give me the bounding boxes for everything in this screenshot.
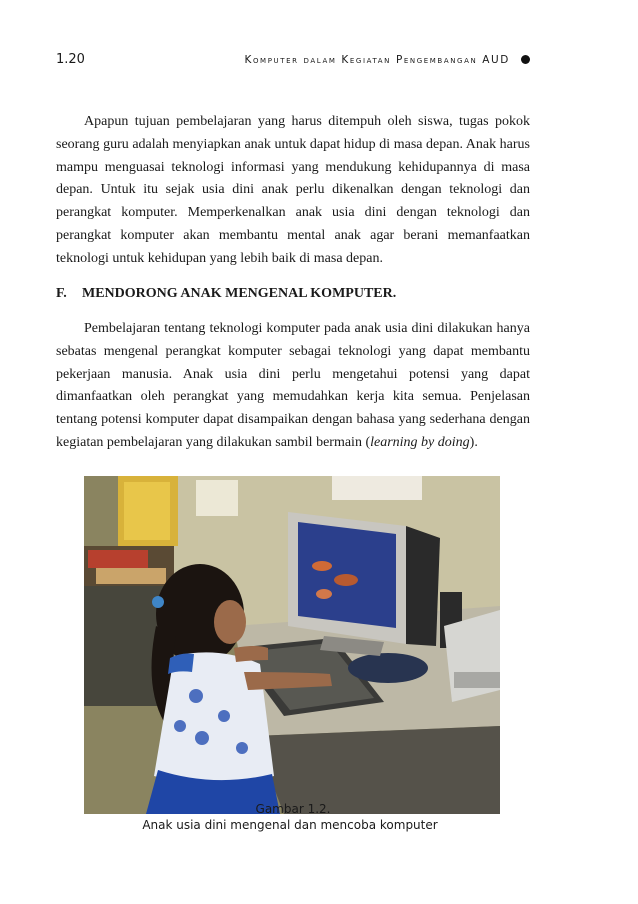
body-paragraph-1: Apapun tujuan pembelajaran yang harus ditempuh oleh siswa, tugas pokok seorang guru adalah menyiapkan anak untuk dapat hidup di masa depan. Anak harus mampu menguasai teknologi informasi yang mendukung kehidupannya di masa depan. Untuk itu sejak usia dini anak perlu dikenalkan dengan teknologi dan perangkat komputer. Memperkenalkan anak usia dini dengan teknologi dan perangkat komputer akan membantu mental anak agar berani memanfaatkan teknologi untuk kehidupan yang lebih baik di masa depan.	[56, 114, 530, 266]
figure-label: Gambar 1.2.	[255, 802, 331, 816]
figure-photo	[84, 476, 500, 814]
body-paragraph-2	[56, 318, 530, 455]
section-letter: F.	[56, 286, 67, 301]
section-title: MENDORONG ANAK MENGENAL KOMPUTER.	[82, 286, 397, 301]
paragraph-2-text: Pembelajaran tentang teknologi komputer pada anak usia dini dilakukan hanya sebatas mengenal perangkat komputer sebagai teknologi yang dapat membantu pekerjaan manusia. Anak usia dini perlu mengetahui potensi yang dapat dimanfaatkan oleh perangkat yang memudahkan kerja kita semua. Penjelasan tentang potensi komputer dapat disampaikan dengan bahasa yang sederhana dengan kegiatan pembelajaran yang dilakukan sambil bermain (	[56, 321, 530, 450]
running-title: Komputer dalam Kegiatan Pengembangan AUD	[244, 54, 510, 66]
paragraph-2-end: ).	[469, 434, 478, 450]
page-number: 1.20	[56, 52, 85, 67]
page-header	[56, 52, 530, 72]
figure-caption: Anak usia dini mengenal dan mencoba komputer	[142, 818, 438, 832]
photo-illustration	[84, 476, 500, 814]
bullet-icon	[521, 55, 530, 64]
paragraph-2-italic: learning by doing	[370, 434, 470, 450]
section-heading	[56, 286, 396, 302]
